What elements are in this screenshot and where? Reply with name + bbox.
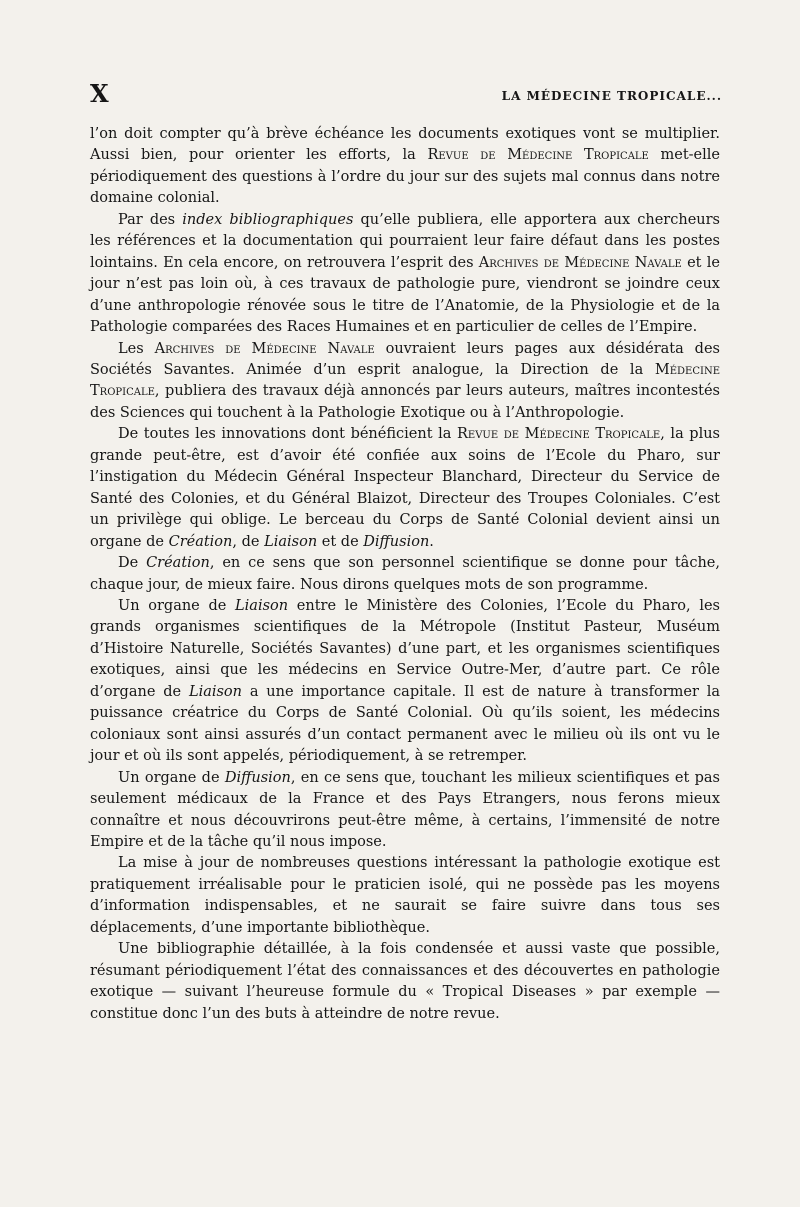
paragraph-5: De Création, en ce sens que son personnel scientifique se donne pour tâche, chaque jour, de mieux faire. Nous dirons quelques mots de son programme. (90, 555, 720, 593)
paragraph-6: Un organe de Liaison entre le Ministère des Colonies, l’Ecole du Pharo, les grands organismes scientifiques de la Métropole (Institut Pasteur, Muséum d’Histoire Naturelle, Sociétés Savantes) d’une part, et les organismes scientifiques exotiques, ainsi que les médecins en Service Outre-Mer, d’autre part. Ce rôle d’organe de Liaison a une importance capitale. Il est de nature à transformer la puissance créatrice du Corps de Santé Colonial. Où qu’ils soient, les médecins coloniaux sont ainsi assurés d’un contact permanent avec le milieu où ils ont vu le jour et où ils sont appelés, périodiquement, à se retremper. (90, 597, 721, 765)
paragraph-2: Par des index bibliographiques qu’elle publiera, elle apportera aux chercheurs les références et la documentation qui pourraient leur faire défaut dans les postes lointains. En cela encore, on retrouvera l’esprit des Archives de Médecine Navale et le jour n’est pas loin où, à ces travaux de pathologie pure, viendront se joindre ceux d’une anthropologie rénovée sous le titre de l’Anatomie, de la Physiologie et de la Pathologie comparées des Races Humaines et en particulier de celles de l’Empire. (90, 211, 720, 336)
paragraph-8: La mise à jour de nombreuses questions intéressant la pathologie exotique est pratiquement irréalisable pour le praticien isolé, qui ne possède pas les moyens d’information indispensables, et ne saurait se faire suivre dans tous ses déplacements, d’une importante bibliothèque. (90, 855, 720, 936)
page-header (90, 79, 722, 108)
body-text (90, 124, 720, 1025)
running-head: LA MÉDECINE TROPICALE... (501, 89, 722, 103)
page-number: X (90, 79, 109, 108)
paragraph-7: Un organe de Diffusion, en ce sens que, touchant les milieux scientifiques et pas seulement médicaux de la France et des Pays Etrangers, nous ferons mieux connaître et nous découvrirons peut-être même, à certains, l’immensité de notre Empire et de la tâche qu’il nous impose. (90, 769, 720, 850)
paragraph-3: Les Archives de Médecine Navale ouvraient leurs pages aux désidérata des Sociétés Savantes. Animée d’un esprit analogue, la Direction de la Médecine Tropicale, publiera des travaux déjà annoncés par leurs auteurs, maîtres incontestés des Sciences qui touchent à la Pathologie Exotique ou à l’Anthropologie. (90, 340, 720, 421)
paragraph-9: Une bibliographie détaillée, à la fois condensée et aussi vaste que possible, résumant périodiquement l’état des connaissances et des découvertes en pathologie exotique — suivant l’heureuse formule du « Tropical Diseases » par exemple — constitue donc l’un des buts à atteindre de notre revue. (90, 941, 720, 1022)
paragraph-4: De toutes les innovations dont bénéficient la Revue de Médecine Tropicale, la plus grande peut-être, est d’avoir été confiée aux soins de l’Ecole du Pharo, sur l’instigation du Médecin Général Inspecteur Blanchard, Directeur du Service de Santé des Colonies, et du Général Blaizot, Directeur des Troupes Coloniales. C’est un privilège qui oblige. Le berceau du Corps de Santé Colonial devient ainsi un organe de Création, de Liaison et de Diffusion. (90, 426, 720, 550)
paragraph-1: l’on doit compter qu’à brève échéance les documents exotiques vont se multiplier. Aussi bien, pour orienter les efforts, la Revue de Médecine Tropicale met-elle périodiquement des questions à l’ordre du jour sur des sujets mal connus dans notre domaine colonial. (90, 126, 720, 207)
